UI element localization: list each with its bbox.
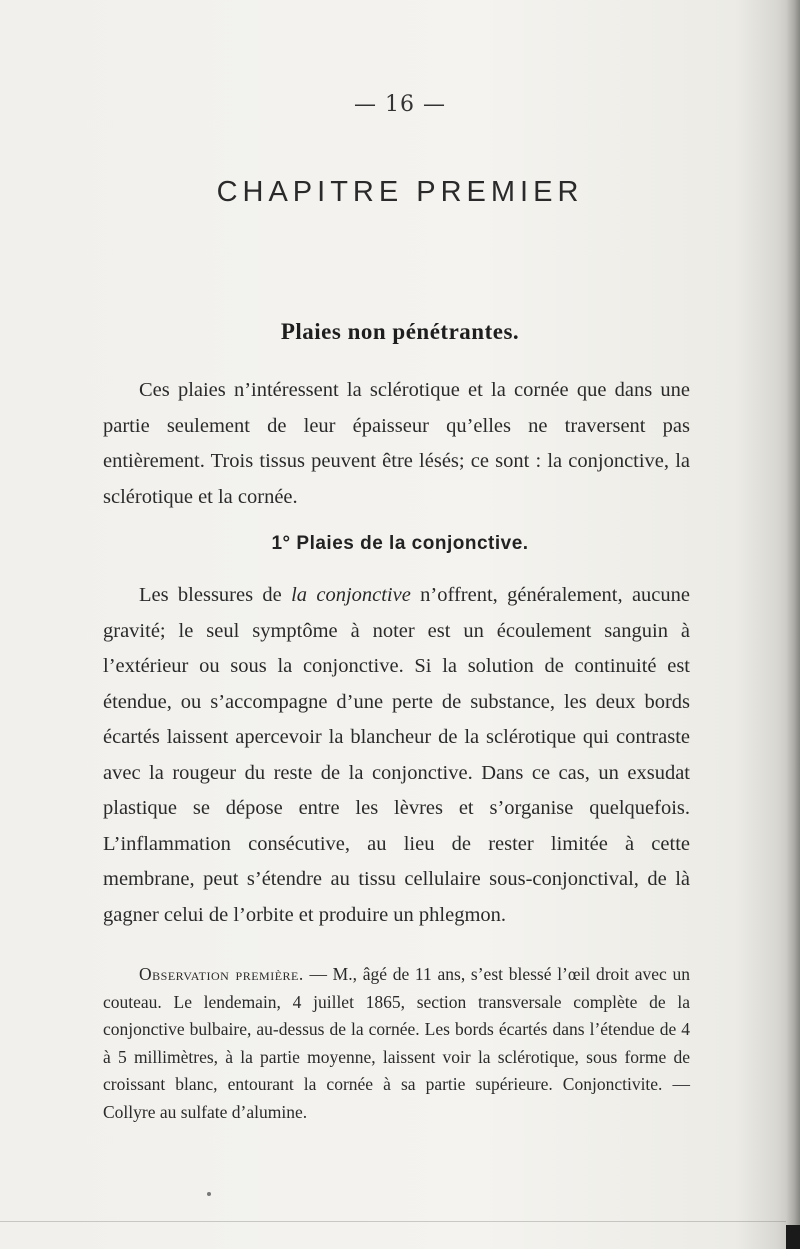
subsection-title: 1° Plaies de la conjonctive. (271, 533, 529, 554)
body-text (103, 578, 690, 933)
observation-body: — M., âgé de 11 ans, s’est blessé l’œil droit avec un couteau. Le lendemain, 4 juillet 1865, section transversale complète de la conjonctive bulbaire, au-dessus de la cornée. Les bords écartés dans l’étendue de 4 à 5 millimètres, à la partie moyenne, laissent voir la sclérotique, sous forme de croissant blanc, entourant la cornée à sa partie supérieure. Conjonctivite. — Collyre au sulfate d’alumine. (103, 964, 690, 1122)
body-paragraph (103, 578, 690, 933)
paper-speck (207, 1192, 211, 1196)
observation-paragraph (103, 961, 690, 1126)
section-title: Plaies non pénétrantes. (280, 319, 520, 344)
observation-lead: Observation première. (139, 964, 304, 984)
page-number: — 16 — (354, 92, 446, 117)
body-italic-term: la conjonctive (291, 584, 411, 606)
observation-text (103, 961, 690, 1126)
chapter-title: CHAPITRE PREMIER (216, 176, 584, 208)
body-rest: n’offrent, généralement, aucune gravité; le seul symptôme à noter est un écoulement sanguin à l’extérieur ou sous la conjonctive. Si la solution de continuité est étendue, ou s’accompagne d’une perte de substance, les deux bords écartés laissent apercevoir la blancheur de la sclérotique qui contraste avec la rougeur du reste de la conjonctive. Dans ce cas, un exsudat plastique se dépose entre les lèvres et s’organise quelquefois. L’inflammation consécutive, au lieu de rester limitée à cette membrane, peut s’étendre au tissu cellulaire sous-conjonctival, de là gagner celui de l’orbite et produire un phlegmon. (103, 584, 690, 926)
corner-mark (786, 1225, 800, 1249)
body-lead: Les blessures de (139, 584, 292, 606)
intro-text: Ces plaies n’intéressent la sclérotique et la cornée que dans une partie seulement de leur épaisseur qu’elles ne traversent pas entièrement. Trois tissus peuvent être lésés; ce sont : la conjonctive, la sclérotique et la cornée. (103, 379, 690, 508)
page-bottom-rule (0, 1221, 786, 1222)
intro-paragraph (103, 373, 690, 515)
